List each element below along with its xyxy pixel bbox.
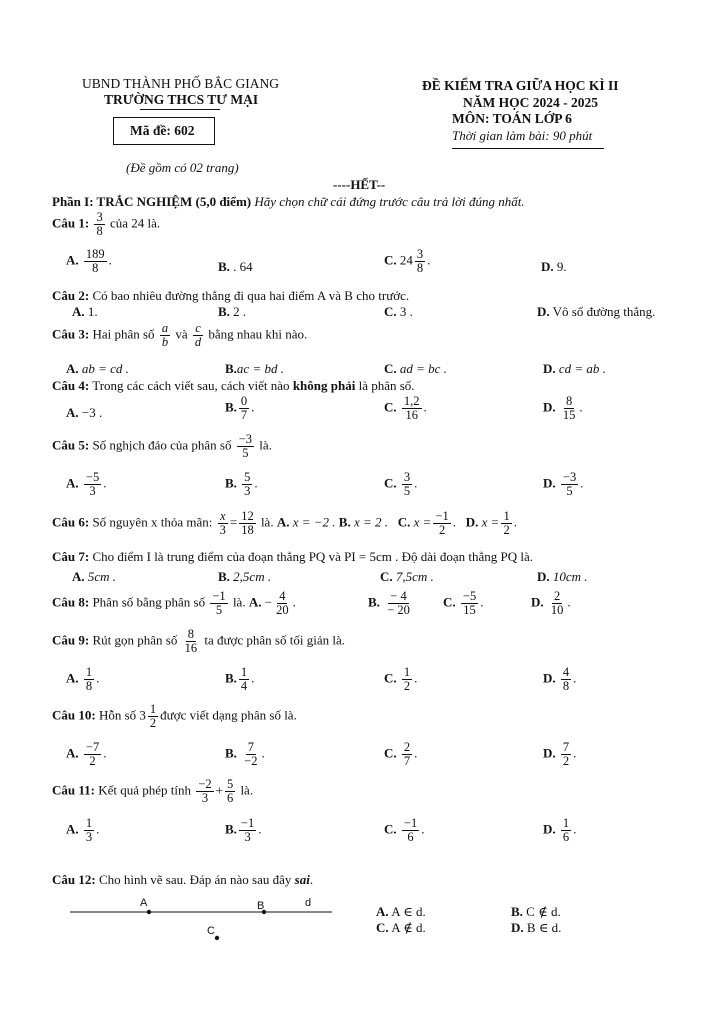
question-12: Câu 12: Cho hình vẽ sau. Đáp án nào sau đây sai. (52, 872, 314, 887)
part1-instruction: Hãy chọn chữ cái đứng trước câu trả lời đúng nhất. (254, 194, 525, 209)
school-underline (140, 109, 220, 110)
q11-option-b: B. $\frac{-1}{3}$ . (225, 816, 262, 845)
question-2: Câu 2: Có bao nhiêu đường thẳng đi qua hai điểm A và B cho trước. (52, 288, 410, 303)
question-11: Câu 11: Kết quả phép tính $\frac{-2}{3}$ + $\frac{5}{6}$ là. (52, 777, 254, 806)
q1-option-b: B. . 64 (218, 259, 253, 274)
q4-option-c: C. $\frac{1,2}{16}$ . (384, 394, 427, 423)
label-c: C (207, 925, 215, 937)
q3-option-d: D. cd = ab . (543, 361, 606, 376)
department-name: UBND THÀNH PHỐ BẮC GIANG (82, 76, 280, 91)
q7-option-c: C. 7,5cm . (380, 569, 434, 584)
q8-option-d: D. $\frac{2}{10}$ . (531, 589, 571, 618)
q8-option-c: C. $\frac{-5}{15}$ . (443, 589, 484, 618)
question-7: Câu 7: Cho điểm I là trung điểm của đoạn thẳng PQ và PI = 5cm . Độ dài đoạn thẳng PQ là. (52, 549, 534, 564)
q9-option-b: B. $\frac{1}{4}$ . (225, 665, 255, 694)
q3-option-c: C. ad = bc . (384, 361, 447, 376)
q11-option-d: D. $\frac{1}{6}$ . (543, 816, 577, 845)
q4-option-a: A. −3 . (66, 405, 103, 420)
q10-option-c: C. $\frac{2}{7}$ . (384, 740, 418, 769)
part1-heading (52, 194, 525, 210)
q11-option-a: A. $\frac{1}{3}$ . (66, 816, 100, 845)
q5-option-d: D. $\frac{-3}{5}$ . (543, 470, 584, 499)
q10-option-a: A. $\frac{-7}{2}$ . (66, 740, 107, 769)
point-a (147, 910, 151, 914)
question-4: Câu 4: Trong các cách viết sau, cách viết nào không phải là phân số. (52, 378, 415, 393)
q2-option-a: A. 1. (72, 304, 98, 319)
label-d: d (305, 897, 312, 909)
point-c (215, 936, 219, 940)
q1-option-a: A. $\frac{189}{8}$ . (66, 247, 112, 276)
q2-option-d: D. Vô số đường thẳng. (537, 304, 656, 319)
label-a: A (140, 897, 148, 909)
fraction: $\frac{3}{8}$ (96, 210, 103, 239)
label-b: B (257, 900, 265, 912)
q5-option-b: B. $\frac{5}{3}$ . (225, 470, 258, 499)
q5-option-c: C. $\frac{3}{5}$ . (384, 470, 418, 499)
question-3: Câu 3: Hai phân số $\frac{a}{b}$ và $\frac{c}{d}$ bằng nhau khi nào. (52, 321, 308, 350)
q2-option-b: B. 2 . (218, 304, 247, 319)
q12-option-a: A. A ∈ d. (376, 904, 426, 919)
q9-option-c: C. $\frac{1}{2}$ . (384, 665, 418, 694)
q12-figure (60, 892, 340, 948)
school-year: NĂM HỌC 2024 - 2025 (463, 95, 598, 110)
q12-option-b: B. C ∉ d. (511, 904, 561, 919)
question-10: Câu 10: Hỗn số 3 $\frac{1}{2}$ được viết dạng phân số là. (52, 702, 297, 731)
question-9: Câu 9: Rút gọn phân số $\frac{8}{16}$ ta được phân số tối giản là. (52, 627, 345, 656)
q12-option-c: C. A ∉ d. (376, 920, 426, 935)
q10-option-b: B. $\frac{7}{-2}$ . (225, 740, 265, 769)
question-1: Câu 1: $\frac{3}{8}$ của 24 là. (52, 210, 161, 239)
q8-option-b: B. $\frac{- 4}{- 20}$ (368, 589, 410, 618)
q7-option-d: D. 10cm . (537, 569, 588, 584)
exam-title: ĐỀ KIỂM TRA GIỮA HỌC KÌ II (422, 78, 619, 93)
question-8: Câu 8: Phân số bằng phân số $\frac{-1}{5}$ là. A. − $\frac{4}{20}$ . (52, 589, 296, 618)
question-6: Câu 6: Số nguyên x thỏa mãn: $\frac{x}{3}$ = $\frac{12}{18}$ là. A. x = −2 . B. x = 2 . C. x = $\frac{-1}{2}$ . D. x = $\frac{1}{2}$ . (52, 509, 517, 538)
pages-note: (Đề gồm có 02 trang) (126, 160, 239, 175)
q10-option-d: D. $\frac{7}{2}$ . (543, 740, 577, 769)
q3-option-a: A. ab = cd . (66, 361, 129, 376)
school-name: TRƯỜNG THCS TƯ MẠI (104, 92, 259, 107)
q5-option-a: A. $\frac{-5}{3}$ . (66, 470, 107, 499)
time-limit: Thời gian làm bài: 90 phút (452, 128, 593, 143)
q3-option-b: B.ac = bd . (225, 361, 284, 376)
q7-option-b: B. 2,5cm . (218, 569, 272, 584)
q9-option-d: D. $\frac{4}{8}$ . (543, 665, 577, 694)
q11-option-c: C. $\frac{-1}{6}$ . (384, 816, 425, 845)
part1-title: Phần I: TRẮC NGHIỆM (5,0 điểm) (52, 194, 252, 209)
q4-option-d: D. $\frac{8}{15}$ . (543, 394, 583, 423)
q9-option-a: A. $\frac{1}{8}$ . (66, 665, 100, 694)
exam-code: Mã đề: 602 (130, 123, 195, 138)
time-underline (452, 148, 604, 149)
q1-option-d: D. 9. (541, 259, 567, 274)
q4-option-b: B. $\frac{0}{7}$ . (225, 394, 255, 423)
end-mark: ----HẾT-- (333, 177, 386, 192)
q7-option-a: A. 5cm . (72, 569, 117, 584)
q1-option-c: C. 24 $\frac{3}{8}$ . (384, 247, 431, 276)
subject: MÔN: TOÁN LỚP 6 (452, 111, 572, 126)
q12-option-d: D. B ∈ d. (511, 920, 562, 935)
q2-option-c: C. 3 . (384, 304, 413, 319)
question-5: Câu 5: Số nghịch đảo của phân số $\frac{-3}{5}$ là. (52, 432, 272, 461)
